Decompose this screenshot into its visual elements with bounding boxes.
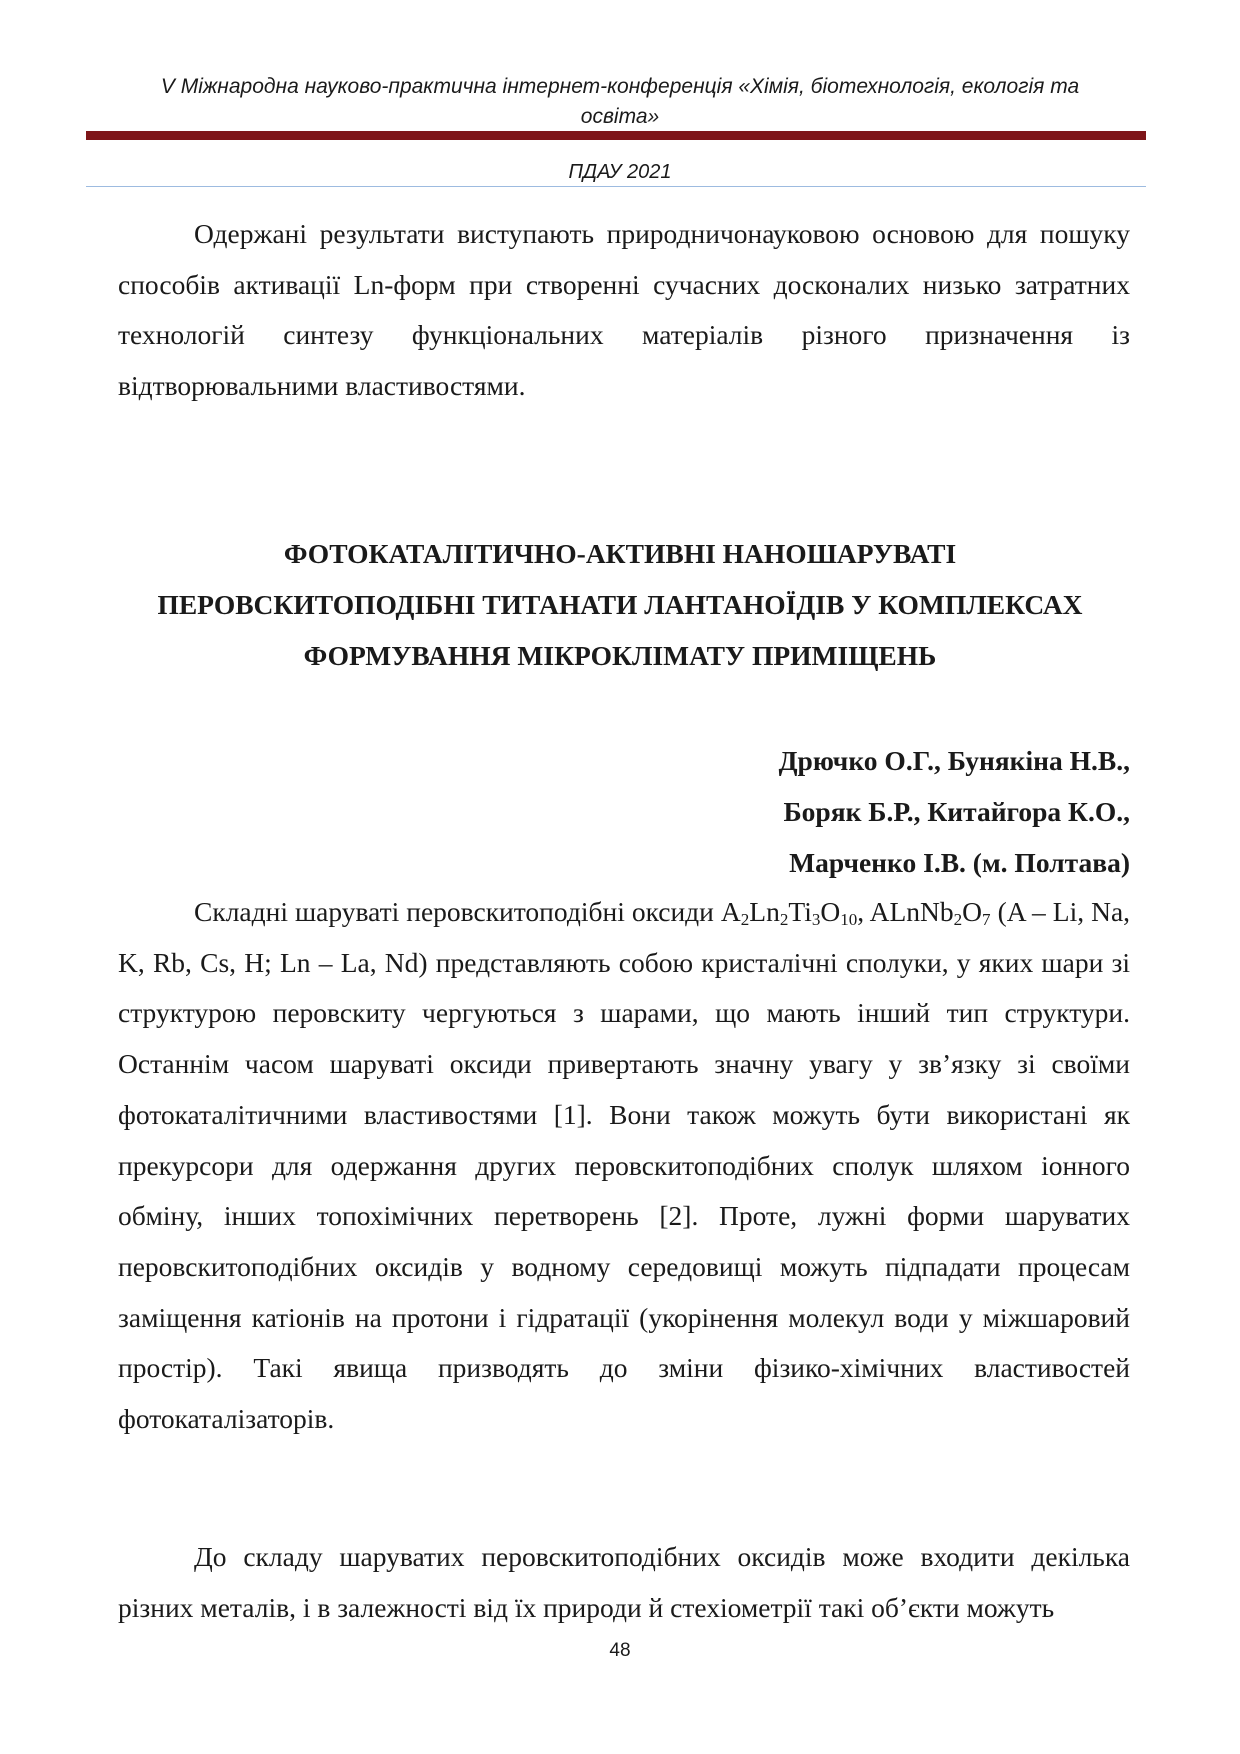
header-subtitle: ПДАУ 2021 (568, 161, 672, 183)
page-number: 48 (609, 1640, 631, 1661)
body-paragraph-2: До складу шаруватих перовскитоподібних оксидів може входити декілька різних металів, і в залежності від їх природи й стехіометрії такі об’єкти можуть (118, 1541, 1130, 1623)
header-thin-rule (86, 186, 1146, 187)
author-line: Боряк Б.Р., Китайгора К.О., (783, 796, 1130, 827)
conference-title-line-1: V Міжнародна науково-практична інтернет-конференція «Хімія, біотехнологія, екологія та (160, 75, 1080, 98)
author-line: Дрючко О.Г., Бунякіна Н.В., (778, 745, 1130, 776)
article-title-line: ФОТОКАТАЛІТИЧНО-АКТИВНІ НАНОШАРУВАТІ (283, 538, 957, 569)
article-title (100, 528, 1140, 681)
paragraph-lead: Складні шаруваті перовскитоподібні оксиди (194, 896, 714, 927)
article-title-line: ФОРМУВАННЯ МІКРОКЛІМАТУ ПРИМІЩЕНЬ (303, 640, 937, 671)
author-line: Марченко І.В. (м. Полтава) (789, 847, 1130, 878)
formula-separator: , (857, 896, 870, 927)
chemical-formula: $ALnNb_2O_7$ (869, 896, 991, 929)
article-title-line: ПЕРОВСКИТОПОДІБНІ ТИТАНАТИ ЛАНТАНОЇДІВ У КОМПЛЕКСАХ (157, 589, 1083, 620)
intro-paragraph: Одержані результати виступають природничонауковою основою для пошуку способів активації Ln-форм при створенні сучасних досконалих низько затратних технологій синтезу функціональних матеріалів різного призначення із відтворювальними властивостями. (118, 218, 1130, 402)
conference-title-line-2: освіта» (580, 105, 660, 128)
running-header (120, 72, 1120, 132)
header-rule (86, 131, 1146, 140)
chemical-formula: $A_2Ln_2Ti_3O_{10}$ (720, 896, 858, 929)
author-list (600, 735, 1130, 888)
paragraph-body: (A – Li, Na, K, Rb, Cs, H; Ln – La, Nd) представляють собою кристалічні сполуки, у яких шари зі структурою перовскиту чергуються з шарами, що мають інший тип структури. Останнім часом шаруваті оксиди привертають значну увагу у зв’язку зі своїми фотокаталітичними властивостями [1]. Вони також можуть бути використані як прекурсори для одержання других перовскитоподібних сполук шляхом іонного обміну, інших топохімічних перетворень [2]. Проте, лужні форми шаруватих перовскитоподібних оксидів у водному середовищі можуть підпадати процесам заміщення катіонів на протони і гідратації (укорінення молекул води у міжшаровий простір). Такі явища призводять до зміни фізико-хімічних властивостей фотокаталізаторів. (118, 896, 1131, 1435)
body-paragraph-1 (118, 887, 1130, 1445)
